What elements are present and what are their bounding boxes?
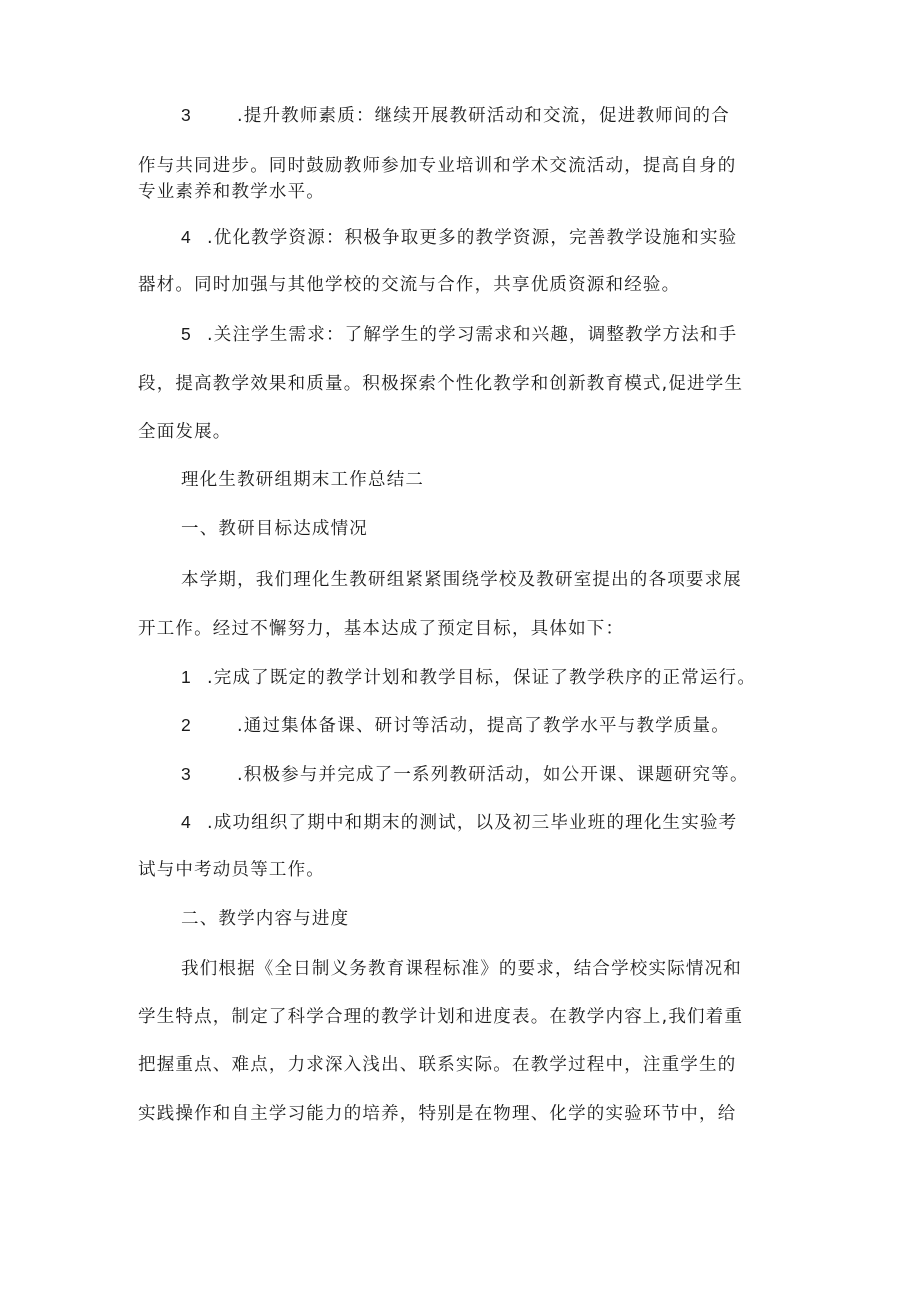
item-number: 3 [181,105,192,125]
paragraph-line: 作与共同进步。同时鼓励教师参加专业培训和学术交流活动，提高自身的 [138,156,737,176]
list-item-5 [181,322,737,347]
item-text: .优化教学资源：积极争取更多的教学资源，完善教学设施和实验 [207,228,738,248]
paragraph-line: 段，提高教学效果和质量。积极探索个性化教学和创新教育模式,促进学生 [138,374,744,394]
paragraph-line: 把握重点、难点，力求深入浅出、联系实际。在教学过程中，注重学生的 [138,1055,737,1075]
paragraph-line: 我们根据《全日制义务教育课程标准》的要求，结合学校实际情况和 [181,959,742,979]
item-text: .提升教师素质：继续开展教研活动和交流，促进教师间的合 [237,106,730,126]
paragraph-line: 全面发展。 [138,422,232,442]
list-item-4 [181,225,737,250]
item-number: 5 [181,324,192,344]
item-number: 2 [181,715,192,735]
section-title: 理化生教研组期末工作总结二 [181,470,425,490]
item-text: .成功组织了期中和期末的测试，以及初三毕业班的理化生实验考 [207,813,738,833]
list-item-4 [181,810,737,835]
item-text: .关注学生需求：了解学生的学习需求和兴趣，调整教学方法和手 [207,325,738,345]
section-heading: 一、教研目标达成情况 [181,519,368,539]
item-number: 1 [181,667,192,687]
section-heading: 二、教学内容与进度 [181,909,350,929]
paragraph-line: 试与中考动员等工作。 [138,860,325,880]
item-number: 3 [181,764,192,784]
item-text: .积极参与并完成了一系列教研活动，如公开课、课题研究等。 [237,765,749,785]
paragraph-line: 专业素养和教学水平。 [138,182,325,202]
item-number: 4 [181,812,192,832]
list-item-3 [181,762,749,787]
list-item-3 [181,103,730,128]
item-text: .完成了既定的教学计划和教学目标，保证了教学秩序的正常运行。 [207,668,757,688]
paragraph-line: 本学期，我们理化生教研组紧紧围绕学校及教研室提出的各项要求展 [181,570,742,590]
paragraph-line: 器材。同时加强与其他学校的交流与合作，共享优质资源和经验。 [138,275,681,295]
paragraph-line: 学生特点，制定了科学合理的教学计划和进度表。在教学内容上,我们着重 [138,1007,744,1027]
item-text: .通过集体备课、研讨等活动，提高了教学水平与教学质量。 [237,716,730,736]
paragraph-line: 开工作。经过不懈努力，基本达成了预定目标，具体如下： [138,619,625,639]
item-number: 4 [181,227,192,247]
list-item-1 [181,665,756,690]
list-item-2 [181,713,730,738]
paragraph-line: 实践操作和自主学习能力的培养，特别是在物理、化学的实验环节中，给 [138,1104,737,1124]
